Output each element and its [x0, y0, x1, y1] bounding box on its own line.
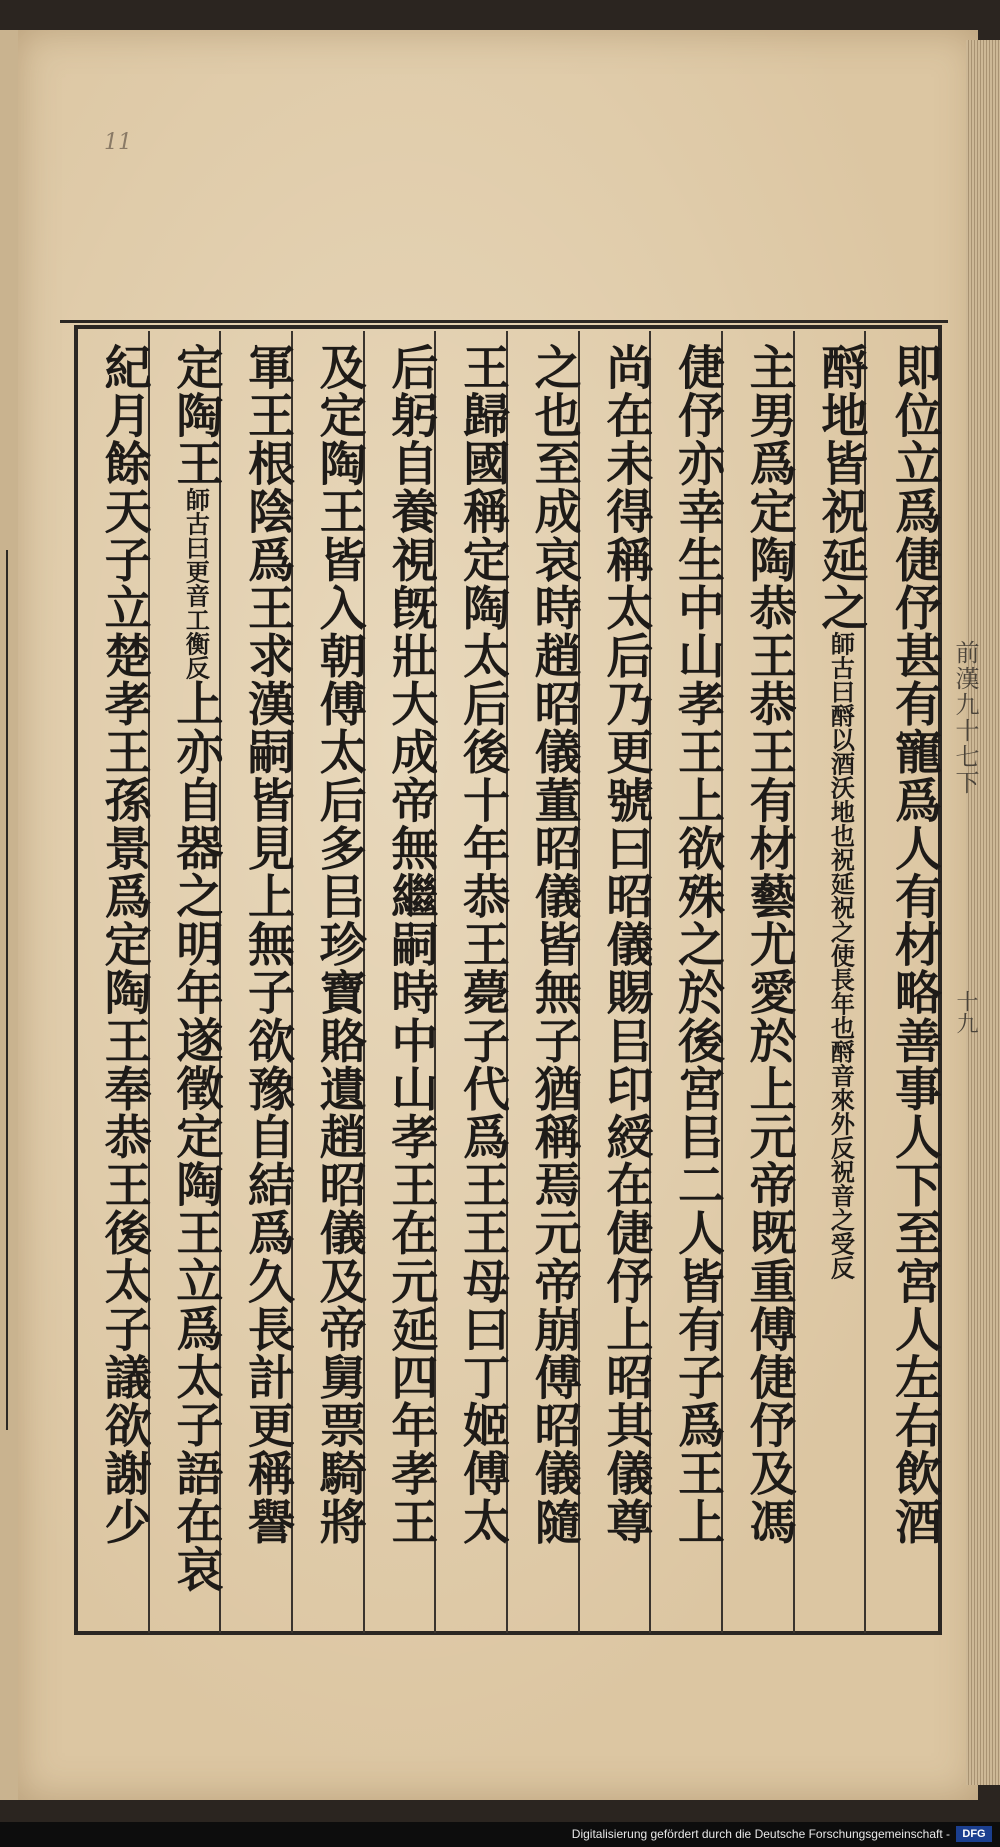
column-text [221, 343, 295, 1546]
text-column [580, 331, 652, 1633]
funding-credit: Digitalisierung gefördert durch die Deutsche Forschungsgemeinschaft - [571, 1827, 950, 1841]
text-column [221, 331, 293, 1633]
main-text: 主男爲定陶恭王恭王有材藝尤愛於上元帝既重傅倢伃及馮 [741, 343, 797, 1546]
text-column [78, 331, 150, 1633]
dfg-logo: DFG [956, 1826, 992, 1842]
text-column [436, 331, 508, 1633]
main-text: 倢伃亦幸生中山孝王上欲殊之於後宮㠯二人皆有子爲王上 [669, 343, 725, 1546]
main-text: 王歸國稱定陶太后後十年恭王薨子代爲王王母曰丁姬傅太 [454, 343, 510, 1546]
main-text: 尚在未得稱太后乃更號曰昭儀賜㠯印綬在倢伃上昭其儀尊 [598, 343, 654, 1546]
column-text [795, 343, 869, 1280]
main-text: 定陶王 [168, 343, 224, 488]
pencil-mark: 11 [104, 130, 132, 155]
column-text [580, 343, 654, 1546]
main-text: 之也至成哀時趙昭儀董昭儀皆無子猶稱焉元帝崩傅昭儀隨 [526, 343, 582, 1546]
main-text: 上亦自器之明年遂徵定陶王立爲太子語在哀 [168, 679, 224, 1594]
column-text [78, 343, 152, 1546]
main-text: 后躬自養視旣壯大成帝無繼嗣時中山孝王在元延四年孝王 [383, 343, 439, 1546]
column-text [365, 343, 439, 1546]
running-title: 前漢九十七下 [951, 640, 979, 796]
text-column [365, 331, 437, 1633]
text-column [293, 331, 365, 1633]
folio-number: 十九 [953, 990, 978, 1034]
footer-bar [0, 1822, 1000, 1847]
text-column [150, 331, 222, 1633]
column-text [651, 343, 725, 1546]
text-column [508, 331, 580, 1633]
main-text: 即位立爲倢伃甚有寵爲人有材略善事人下至宮人左右飲酒 [886, 343, 942, 1546]
text-block [74, 325, 942, 1635]
text-column [795, 331, 867, 1633]
column-text [723, 343, 797, 1546]
text-column [866, 331, 942, 1633]
page-stack-edge [966, 40, 1000, 1785]
text-column [651, 331, 723, 1633]
main-text: 軍王根陰爲王求漢嗣皆見上無子欲豫自結爲久長計更稱譽 [239, 343, 295, 1546]
commentary-note: 師古曰酹以酒沃地也祝延祝之使長年也酹音來外反祝音之受反 [826, 631, 856, 1280]
commentary-note: 師古曰更音工衡反 [181, 487, 211, 680]
text-column [723, 331, 795, 1633]
frame-top-rule [60, 320, 948, 323]
column-text [293, 343, 367, 1546]
column-text [436, 343, 510, 1546]
main-text: 酹地皆祝延之 [813, 343, 869, 632]
column-text [866, 343, 942, 1546]
column-text [150, 343, 224, 1594]
column-text [508, 343, 582, 1546]
main-text: 紀月餘天子立楚孝王孫景爲定陶王奉恭王後太子議欲謝少 [96, 343, 152, 1546]
main-text: 及定陶王皆入朝傅太后多㠯珍寶賂遺趙昭儀及帝舅票騎將 [311, 343, 367, 1546]
